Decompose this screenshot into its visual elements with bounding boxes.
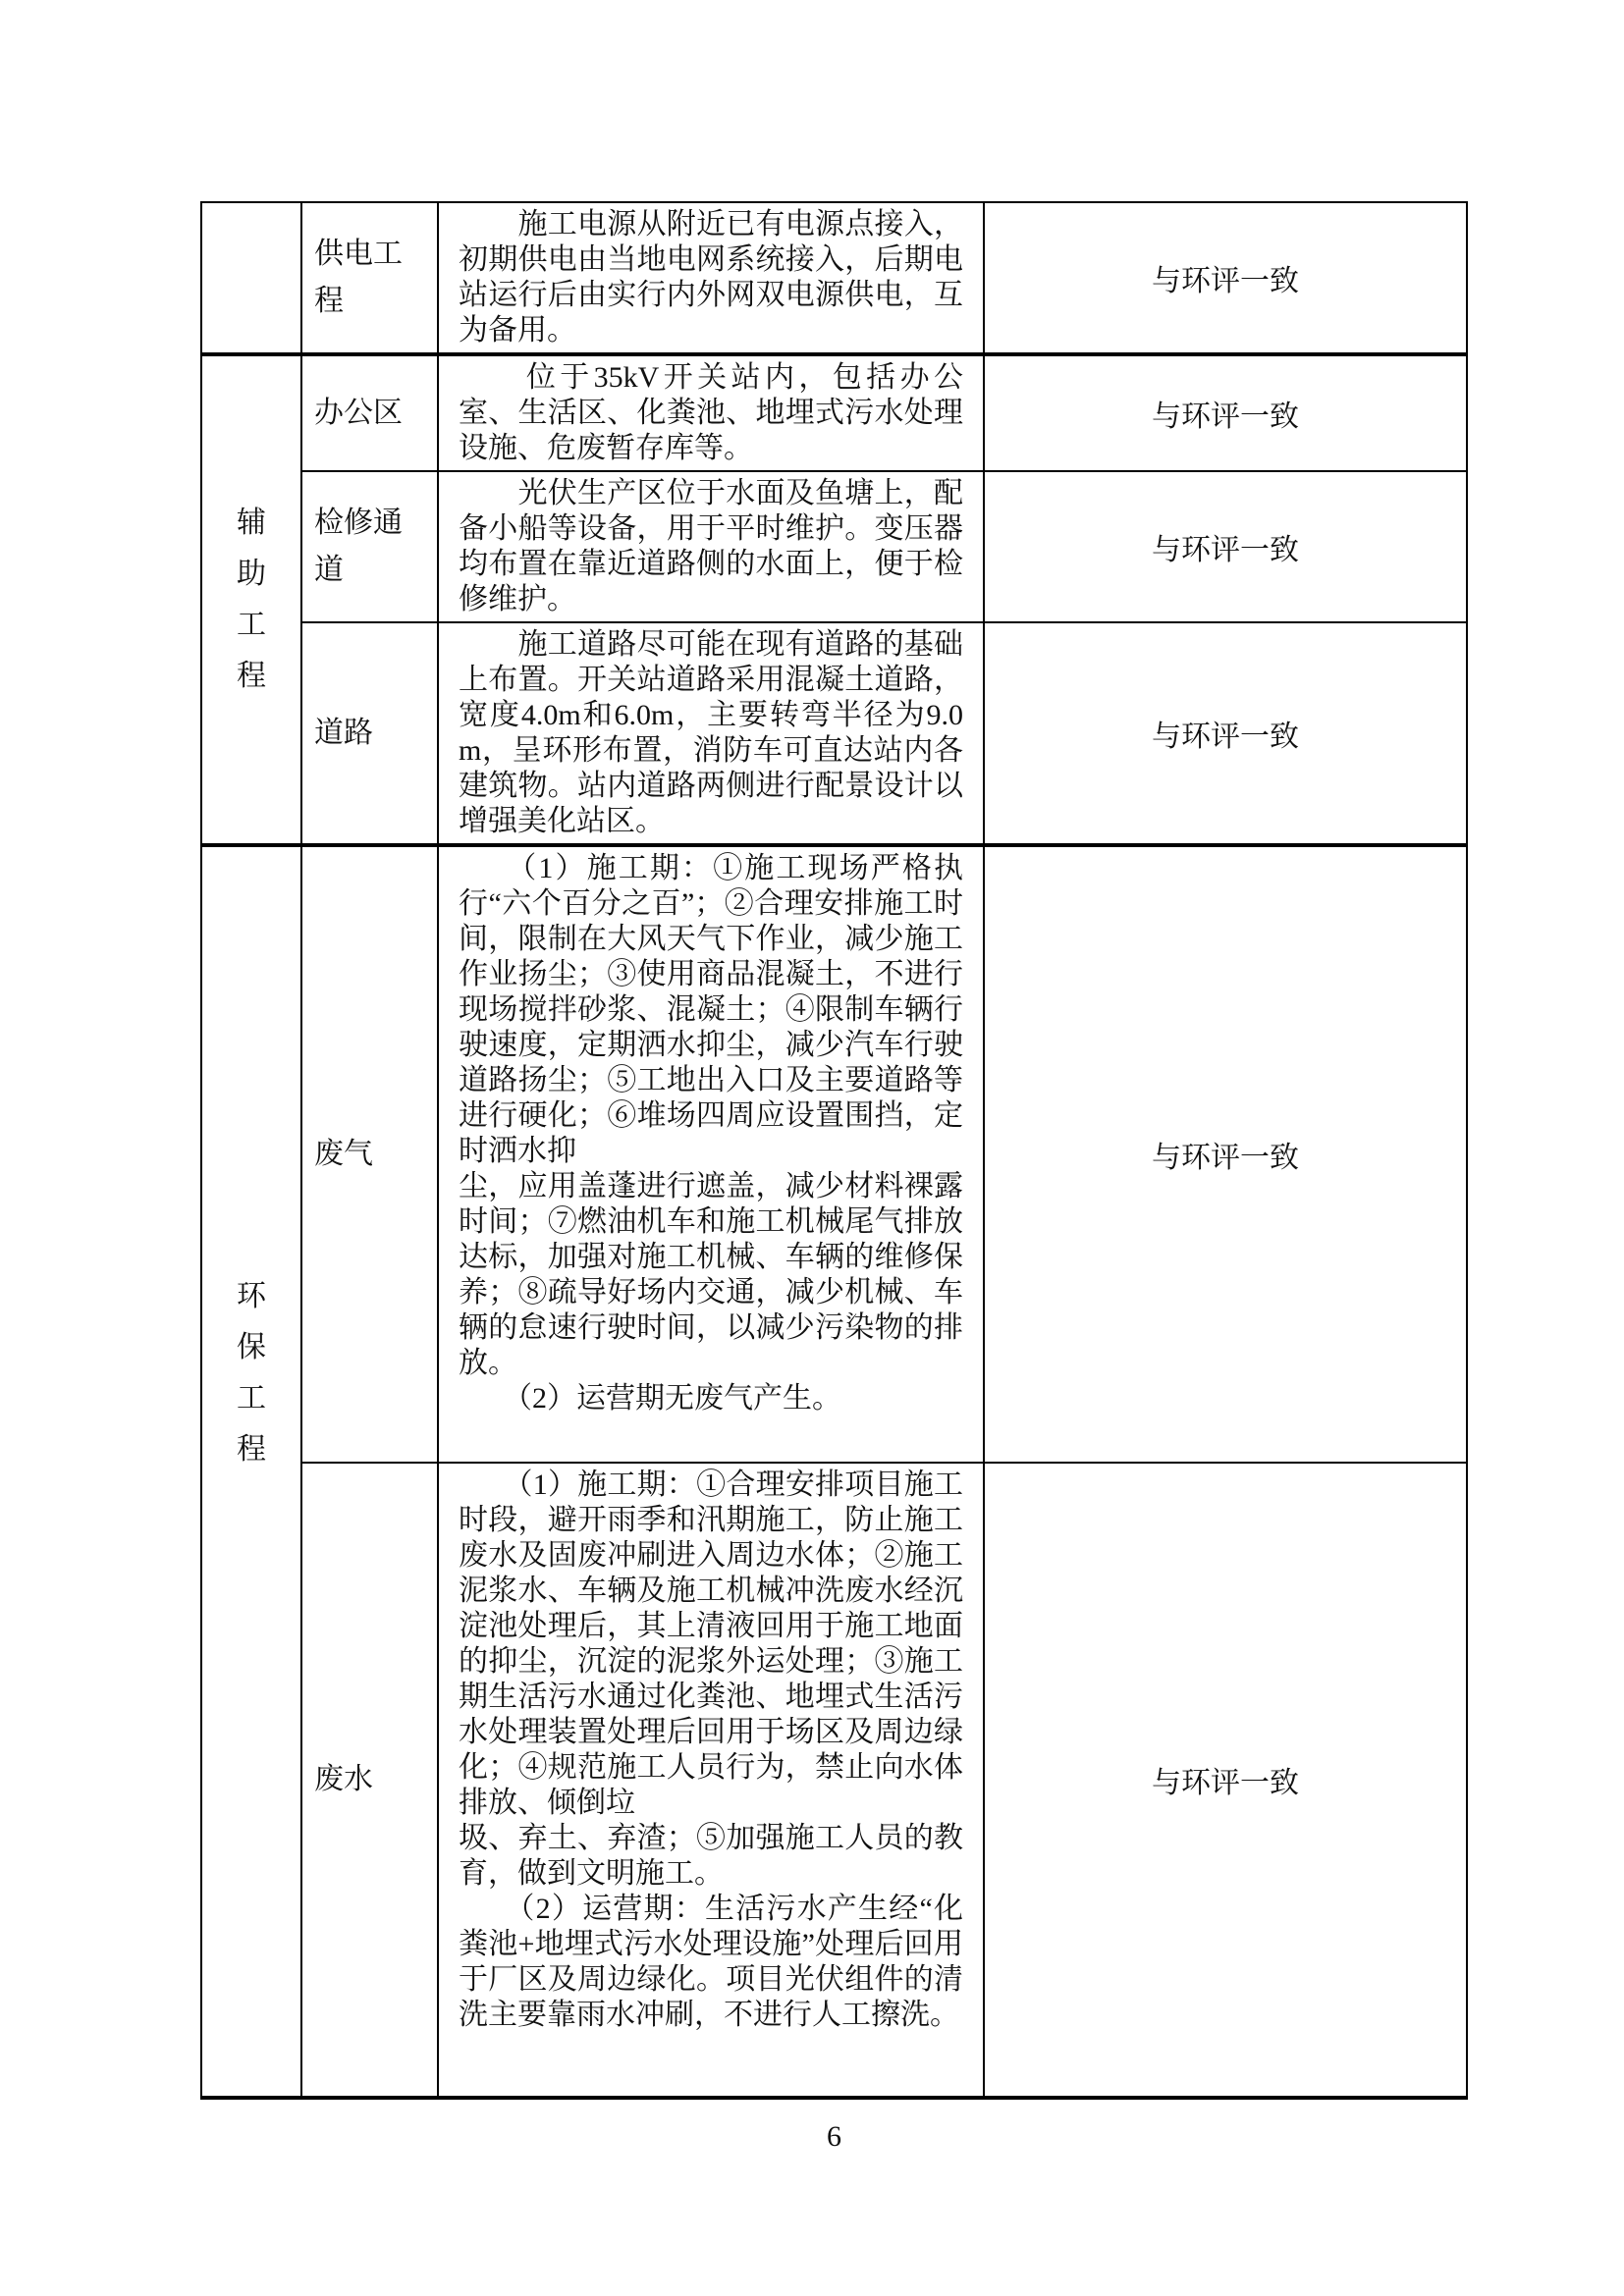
desc-paragraph: 位于35kV开关站内，包括办公室、生活区、化粪池、地埋式污水处理设施、危废暂存库等。 xyxy=(459,361,963,464)
category-cell-environmental-works xyxy=(202,847,302,2096)
row-label: 废水 xyxy=(314,1763,373,1795)
row-maintenance-passage-label-cell xyxy=(302,472,439,623)
page-number: 6 xyxy=(827,2120,841,2153)
row-label: 废气 xyxy=(314,1138,373,1170)
desc-paragraph: 施工电源从附近已有电源点接入，初期供电由当地电网系统接入，后期电站运行后由实行内外网双电源供电，互为备用。 xyxy=(459,208,963,347)
row-waste-water-label-cell xyxy=(302,1464,439,2096)
conclusion-text: 与环评一致 xyxy=(1152,534,1299,566)
row-label: 办公区 xyxy=(314,397,403,429)
desc-paragraph: 圾、弃土、弃渣；⑤加强施工人员的教育，做到文明施工。 xyxy=(459,1822,963,1890)
conclusion-text: 与环评一致 xyxy=(1152,1767,1299,1799)
row-office-area-desc-cell xyxy=(439,356,985,472)
row-maintenance-passage-desc-cell xyxy=(439,472,985,623)
category-label-auxiliary-works: 辅助工程 xyxy=(237,507,266,692)
row-waste-gas-label-cell xyxy=(302,847,439,1464)
desc-paragraph: （2）运营期：生活污水产生经“化粪池+地埋式污水处理设施”处理后回用于厂区及周边绿化。项目光伏组件的清洗主要靠雨水冲刷，不进行人工擦洗。 xyxy=(459,1893,963,2031)
row-power-supply-desc-cell xyxy=(439,203,985,356)
desc-paragraph: （2）运营期无废气产生。 xyxy=(459,1382,841,1415)
row-label: 道路 xyxy=(314,717,373,749)
row-office-area-label-cell xyxy=(302,356,439,472)
desc-paragraph: 光伏生产区位于水面及鱼塘上，配备小船等设备，用于平时维护。变压器均布置在靠近道路侧的水面上，便于检修维护。 xyxy=(459,477,963,615)
row-office-area-conclusion-cell xyxy=(985,356,1466,472)
category-label-environmental-works: 环保工程 xyxy=(237,1280,266,1466)
conclusion-text: 与环评一致 xyxy=(1152,1142,1299,1174)
row-roads-desc-cell xyxy=(439,623,985,847)
category-cell-empty xyxy=(202,203,302,356)
desc-paragraph: （1）施工期：①施工现场严格执行“六个百分之百”；②合理安排施工时间，限制在大风天气下作业，减少施工作业扬尘；③使用商品混凝土，不进行现场搅拌砂浆、混凝土；④限制车辆行驶速度，定期洒水抑尘，减少汽车行驶道路扬尘；⑤工地出入口及主要道路等进行硬化；⑥堆场四周应设置围挡，定时洒水抑 xyxy=(459,852,963,1167)
row-roads-label-cell xyxy=(302,623,439,847)
row-label: 供电工程 xyxy=(314,238,403,317)
conclusion-text: 与环评一致 xyxy=(1152,400,1299,433)
row-maintenance-passage-conclusion-cell xyxy=(985,472,1466,623)
row-waste-gas-desc-cell xyxy=(439,847,985,1464)
category-cell-auxiliary-works xyxy=(202,356,302,847)
row-label: 检修通道 xyxy=(314,507,403,586)
row-waste-water-conclusion-cell xyxy=(985,1464,1466,2096)
desc-paragraph: 施工道路尽可能在现有道路的基础上布置。开关站道路采用混凝土道路，宽度4.0m和6.0m，主要转弯半径为9.0m，呈环形布置，消防车可直达站内各建筑物。站内道路两侧进行配景设计以增强美化站区。 xyxy=(459,628,963,837)
row-roads-conclusion-cell xyxy=(985,623,1466,847)
row-waste-water-desc-cell xyxy=(439,1464,985,2096)
conclusion-text: 与环评一致 xyxy=(1152,721,1299,753)
desc-paragraph: 尘，应用盖蓬进行遮盖，减少材料裸露时间；⑦燃油机车和施工机械尾气排放达标，加强对施工机械、车辆的维修保养；⑧疏导好场内交通，减少机械、车辆的怠速行驶时间，以减少污染物的排放。 xyxy=(459,1170,963,1379)
row-power-supply-conclusion-cell xyxy=(985,203,1466,356)
conclusion-text: 与环评一致 xyxy=(1152,265,1299,297)
row-power-supply-label-cell xyxy=(302,203,439,356)
comparison-table xyxy=(200,201,1468,2100)
desc-paragraph: （1）施工期：①合理安排项目施工时段，避开雨季和汛期施工，防止施工废水及固废冲刷进入周边水体；②施工泥浆水、车辆及施工机械冲洗废水经沉淀池处理后，其上清液回用于施工地面的抑尘，沉淀的泥浆外运处理；③施工期生活污水通过化粪池、地埋式生活污水处理装置处理后回用于场区及周边绿化；④规范施工人员行为，禁止向水体排放、倾倒垃 xyxy=(459,1468,963,1819)
row-waste-gas-conclusion-cell xyxy=(985,847,1466,1464)
